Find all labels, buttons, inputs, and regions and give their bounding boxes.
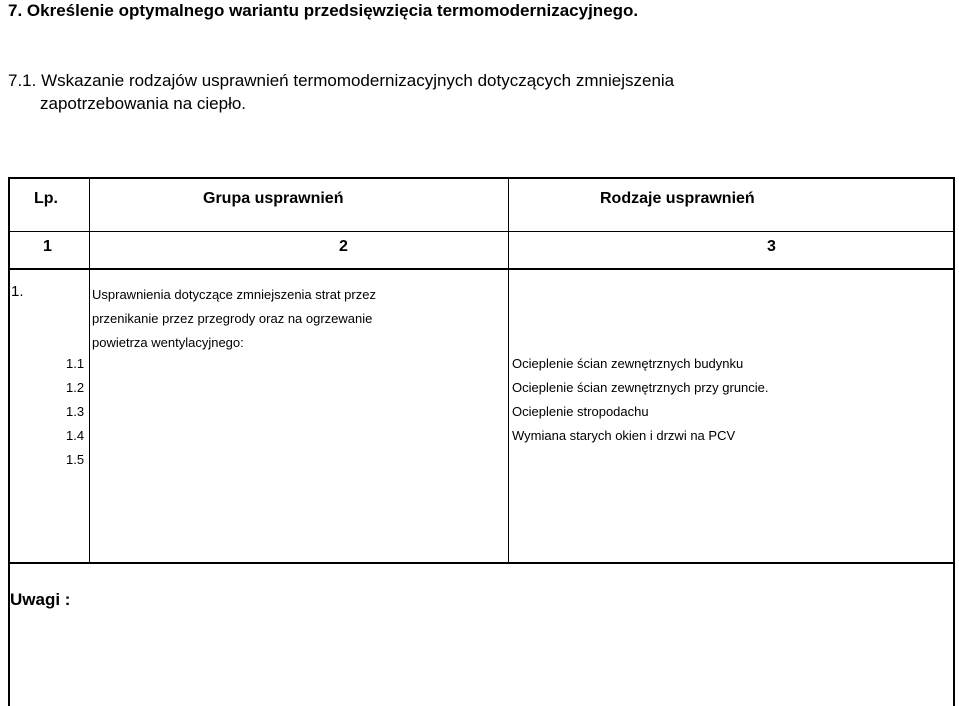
table-right-border bbox=[953, 177, 955, 706]
group-number: 1. bbox=[11, 283, 24, 300]
column-divider-1 bbox=[89, 177, 90, 563]
row-lp: 1.1 bbox=[66, 356, 85, 371]
group-description-line1: Usprawnienia dotyczące zmniejszenia strat przez bbox=[92, 287, 376, 302]
group-description-line2: przenikanie przez przegrody oraz na ogrzewanie bbox=[92, 311, 373, 326]
section-heading: 7. Określenie optymalnego wariantu przedsięwzięcia termomodernizacyjnego. bbox=[8, 1, 639, 20]
numbers-row-bottom-border bbox=[8, 268, 955, 270]
column-divider-2 bbox=[508, 177, 509, 563]
table-left-border bbox=[8, 177, 10, 706]
row-lp: 1.2 bbox=[66, 380, 85, 395]
row-type: Ocieplenie stropodachu bbox=[512, 404, 649, 419]
row-lp: 1.4 bbox=[66, 428, 85, 443]
column-number-3: 3 bbox=[767, 238, 776, 255]
column-number-2: 2 bbox=[339, 238, 348, 255]
header-bottom-border bbox=[8, 231, 955, 232]
group-description-line3: powietrza wentylacyjnego: bbox=[92, 335, 244, 350]
row-type: Ocieplenie ścian zewnętrznych przy gruncie. bbox=[512, 380, 769, 395]
row-lp: 1.3 bbox=[66, 404, 85, 419]
row-type: Ocieplenie ścian zewnętrznych budynku bbox=[512, 356, 744, 371]
table-top-border bbox=[8, 177, 955, 179]
table-bottom-border bbox=[8, 562, 955, 564]
header-types: Rodzaje usprawnień bbox=[600, 190, 755, 207]
subsection-heading-line2: zapotrzebowania na ciepło. bbox=[40, 94, 247, 113]
header-lp: Lp. bbox=[34, 190, 58, 207]
row-lp: 1.5 bbox=[66, 452, 85, 467]
row-type: Wymiana starych okien i drzwi na PCV bbox=[512, 428, 736, 443]
remarks-label: Uwagi : bbox=[10, 590, 71, 609]
column-number-1: 1 bbox=[43, 238, 52, 255]
header-group: Grupa usprawnień bbox=[203, 190, 344, 207]
subsection-heading-line1: 7.1. Wskazanie rodzajów usprawnień termomodernizacyjnych dotyczących zmniejszenia bbox=[8, 71, 675, 90]
